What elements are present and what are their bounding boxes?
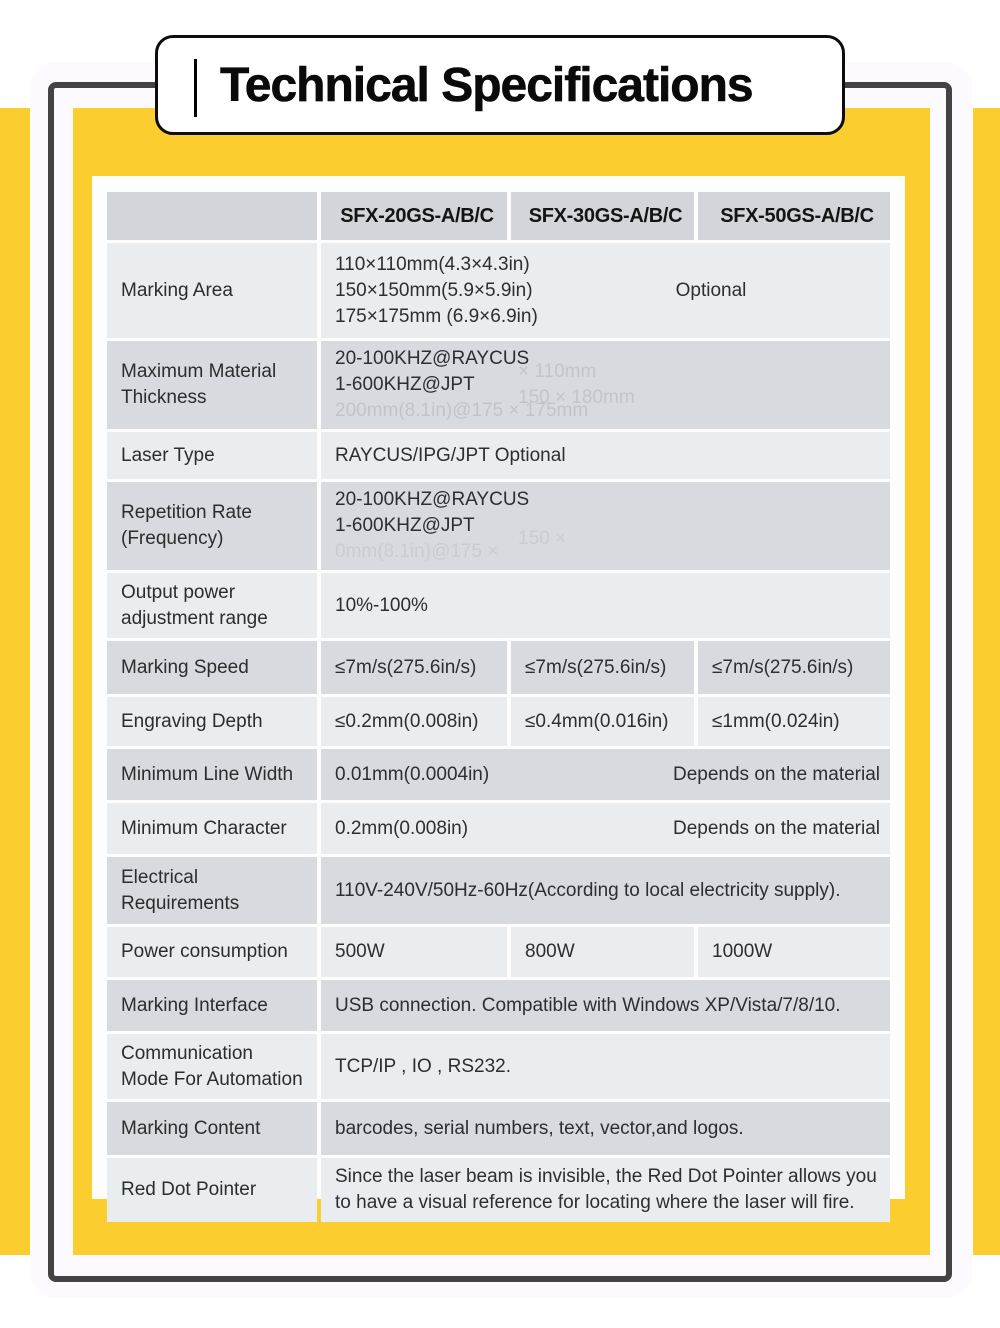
row-label-line: Laser Type	[121, 444, 215, 466]
row-label	[107, 749, 317, 800]
row-label-line: Engraving Depth	[121, 710, 263, 732]
column-header	[107, 192, 317, 240]
row-label	[107, 697, 317, 746]
row-label-line: Mode For Automation	[121, 1068, 303, 1090]
row-label-line: Output power	[121, 581, 236, 603]
spec-row-marking-area	[107, 243, 890, 338]
spec-row-minimum-character	[107, 803, 890, 854]
optional-note: Optional	[675, 279, 747, 301]
row-label-line: Thickness	[121, 387, 207, 408]
spec-header-row	[107, 192, 890, 240]
ghost-side-line: 150 ×	[518, 528, 567, 549]
value-line: 110V-240V/50Hz-60Hz(According to local electricity supply).	[335, 879, 841, 901]
material-note: Depends on the material	[672, 817, 880, 839]
spec-row-marking-speed	[107, 641, 890, 694]
row-label	[107, 573, 317, 638]
value-cell	[511, 697, 694, 746]
value-cell	[321, 1102, 890, 1155]
value-line: USB connection. Compatible with Windows XP/Vista/7/8/10.	[335, 994, 841, 1016]
ghost-side-line: × 110mm	[518, 361, 597, 382]
value-cell	[321, 641, 507, 694]
row-label	[107, 1034, 317, 1099]
value-cell	[698, 697, 890, 746]
value-line: TCP/IP , IO , RS232.	[335, 1055, 511, 1077]
value-cell	[321, 697, 507, 746]
value-cell	[321, 482, 890, 570]
ghost-text-side	[518, 359, 635, 411]
value-line: 800W	[525, 941, 575, 962]
row-label-line: Electrical	[121, 866, 199, 888]
value-cell	[321, 1034, 890, 1099]
value-line: 10%-100%	[335, 594, 428, 616]
column-header: SFX-20GS-A/B/C	[321, 192, 507, 240]
spec-row-output-power-adjustment-range	[107, 573, 890, 638]
row-label-line: Requirements	[121, 892, 240, 914]
value-line: 0.2mm(0.008in)	[335, 817, 469, 839]
row-label-line: Marking Interface	[121, 994, 268, 1016]
page-title: Technical Specifications	[220, 58, 753, 112]
row-label-line: Power consumption	[121, 941, 288, 962]
value-cell	[321, 803, 890, 854]
spec-row-power-consumption	[107, 927, 890, 977]
title-box	[155, 35, 845, 135]
row-label-line: Minimum Line Width	[121, 763, 294, 785]
value-line: ≤7m/s(275.6in/s)	[525, 656, 667, 678]
column-header: SFX-30GS-A/B/C	[511, 192, 694, 240]
row-label	[107, 857, 317, 924]
spec-row-red-dot-pointer	[107, 1158, 890, 1222]
row-label	[107, 980, 317, 1031]
spec-row-laser-type	[107, 432, 890, 479]
value-line: 20-100KHZ@RAYCUS	[335, 489, 530, 510]
value-line: 500W	[335, 941, 385, 962]
value-line: to have a visual reference for locating where the laser will fire.	[335, 1192, 855, 1213]
value-cell	[321, 857, 890, 924]
value-cell	[321, 573, 890, 638]
spec-row-communication-mode-for-automation	[107, 1034, 890, 1099]
value-cell	[698, 641, 890, 694]
row-label-line: Communication	[121, 1042, 253, 1064]
value-line: 1000W	[712, 941, 773, 962]
value-cell	[321, 243, 890, 338]
value-line: 1-600KHZ@JPT	[335, 374, 475, 395]
left-yellow-strip	[0, 108, 30, 1255]
row-label	[107, 432, 317, 479]
row-label	[107, 482, 317, 570]
spec-row-minimum-line-width	[107, 749, 890, 800]
spec-row-engraving-depth	[107, 697, 890, 746]
ghost-text-line: 0mm(8.1in)@175 ×	[335, 541, 499, 562]
ghost-side-line: 150 × 180mm	[518, 387, 635, 408]
value-cell	[698, 927, 890, 977]
row-label	[107, 1158, 317, 1222]
value-line: ≤0.4mm(0.016in)	[525, 710, 669, 732]
value-line: 1-600KHZ@JPT	[335, 515, 475, 536]
spec-row-maximum-material-thickness	[107, 341, 890, 429]
row-label-line: Marking Area	[121, 279, 233, 301]
spec-table	[107, 192, 890, 1222]
row-label	[107, 927, 317, 977]
spec-row-repetition-rate	[107, 482, 890, 570]
row-label	[107, 1102, 317, 1155]
row-label-line: Marking Speed	[121, 656, 249, 678]
row-label-line: Red Dot Pointer	[121, 1179, 257, 1200]
material-note: Depends on the material	[672, 763, 880, 785]
ghost-text-side	[518, 500, 566, 552]
row-label-line: adjustment range	[121, 607, 268, 629]
value-line: ≤0.2mm(0.008in)	[335, 710, 479, 732]
value-line: ≤7m/s(275.6in/s)	[712, 656, 854, 678]
row-label	[107, 641, 317, 694]
ghost-side-line	[518, 500, 566, 526]
row-label-line: Repetition Rate	[121, 502, 252, 523]
row-label	[107, 243, 317, 338]
row-label-line: (Frequency)	[121, 528, 224, 549]
row-label-line: Maximum Material	[121, 361, 277, 382]
value-line: 175×175mm (6.9×6.9in)	[335, 305, 538, 327]
spec-row-electrical-requirements	[107, 857, 890, 924]
spec-row-marking-content	[107, 1102, 890, 1155]
value-line: RAYCUS/IPG/JPT Optional	[335, 444, 566, 466]
row-label-line: Marking Content	[121, 1117, 261, 1139]
value-line: Since the laser beam is invisible, the Red Dot Pointer allows you	[335, 1166, 877, 1187]
ghost-text-line: 200mm(8.1in)@175 × 175mm	[335, 400, 589, 421]
value-cell	[321, 1158, 890, 1222]
value-cell	[321, 749, 890, 800]
row-label	[107, 803, 317, 854]
row-label	[107, 341, 317, 429]
value-cell	[321, 432, 890, 479]
value-line: ≤7m/s(275.6in/s)	[335, 656, 477, 678]
value-cell	[511, 641, 694, 694]
title-accent-bar	[194, 59, 197, 117]
spec-row-marking-interface	[107, 980, 890, 1031]
column-header: SFX-50GS-A/B/C	[698, 192, 890, 240]
row-label-line: Minimum Character	[121, 817, 287, 839]
value-cell	[321, 927, 507, 977]
value-line: 110×110mm(4.3×4.3in)	[335, 253, 530, 275]
value-line: 0.01mm(0.0004in)	[335, 763, 490, 785]
right-yellow-strip	[973, 108, 1000, 1255]
value-cell	[511, 927, 694, 977]
value-cell	[321, 341, 890, 429]
value-line: barcodes, serial numbers, text, vector,and logos.	[335, 1117, 744, 1139]
value-line: 150×150mm(5.9×5.9in)	[335, 279, 533, 301]
value-line: 20-100KHZ@RAYCUS	[335, 348, 530, 369]
value-cell	[321, 980, 890, 1031]
value-line: ≤1mm(0.024in)	[712, 710, 840, 732]
